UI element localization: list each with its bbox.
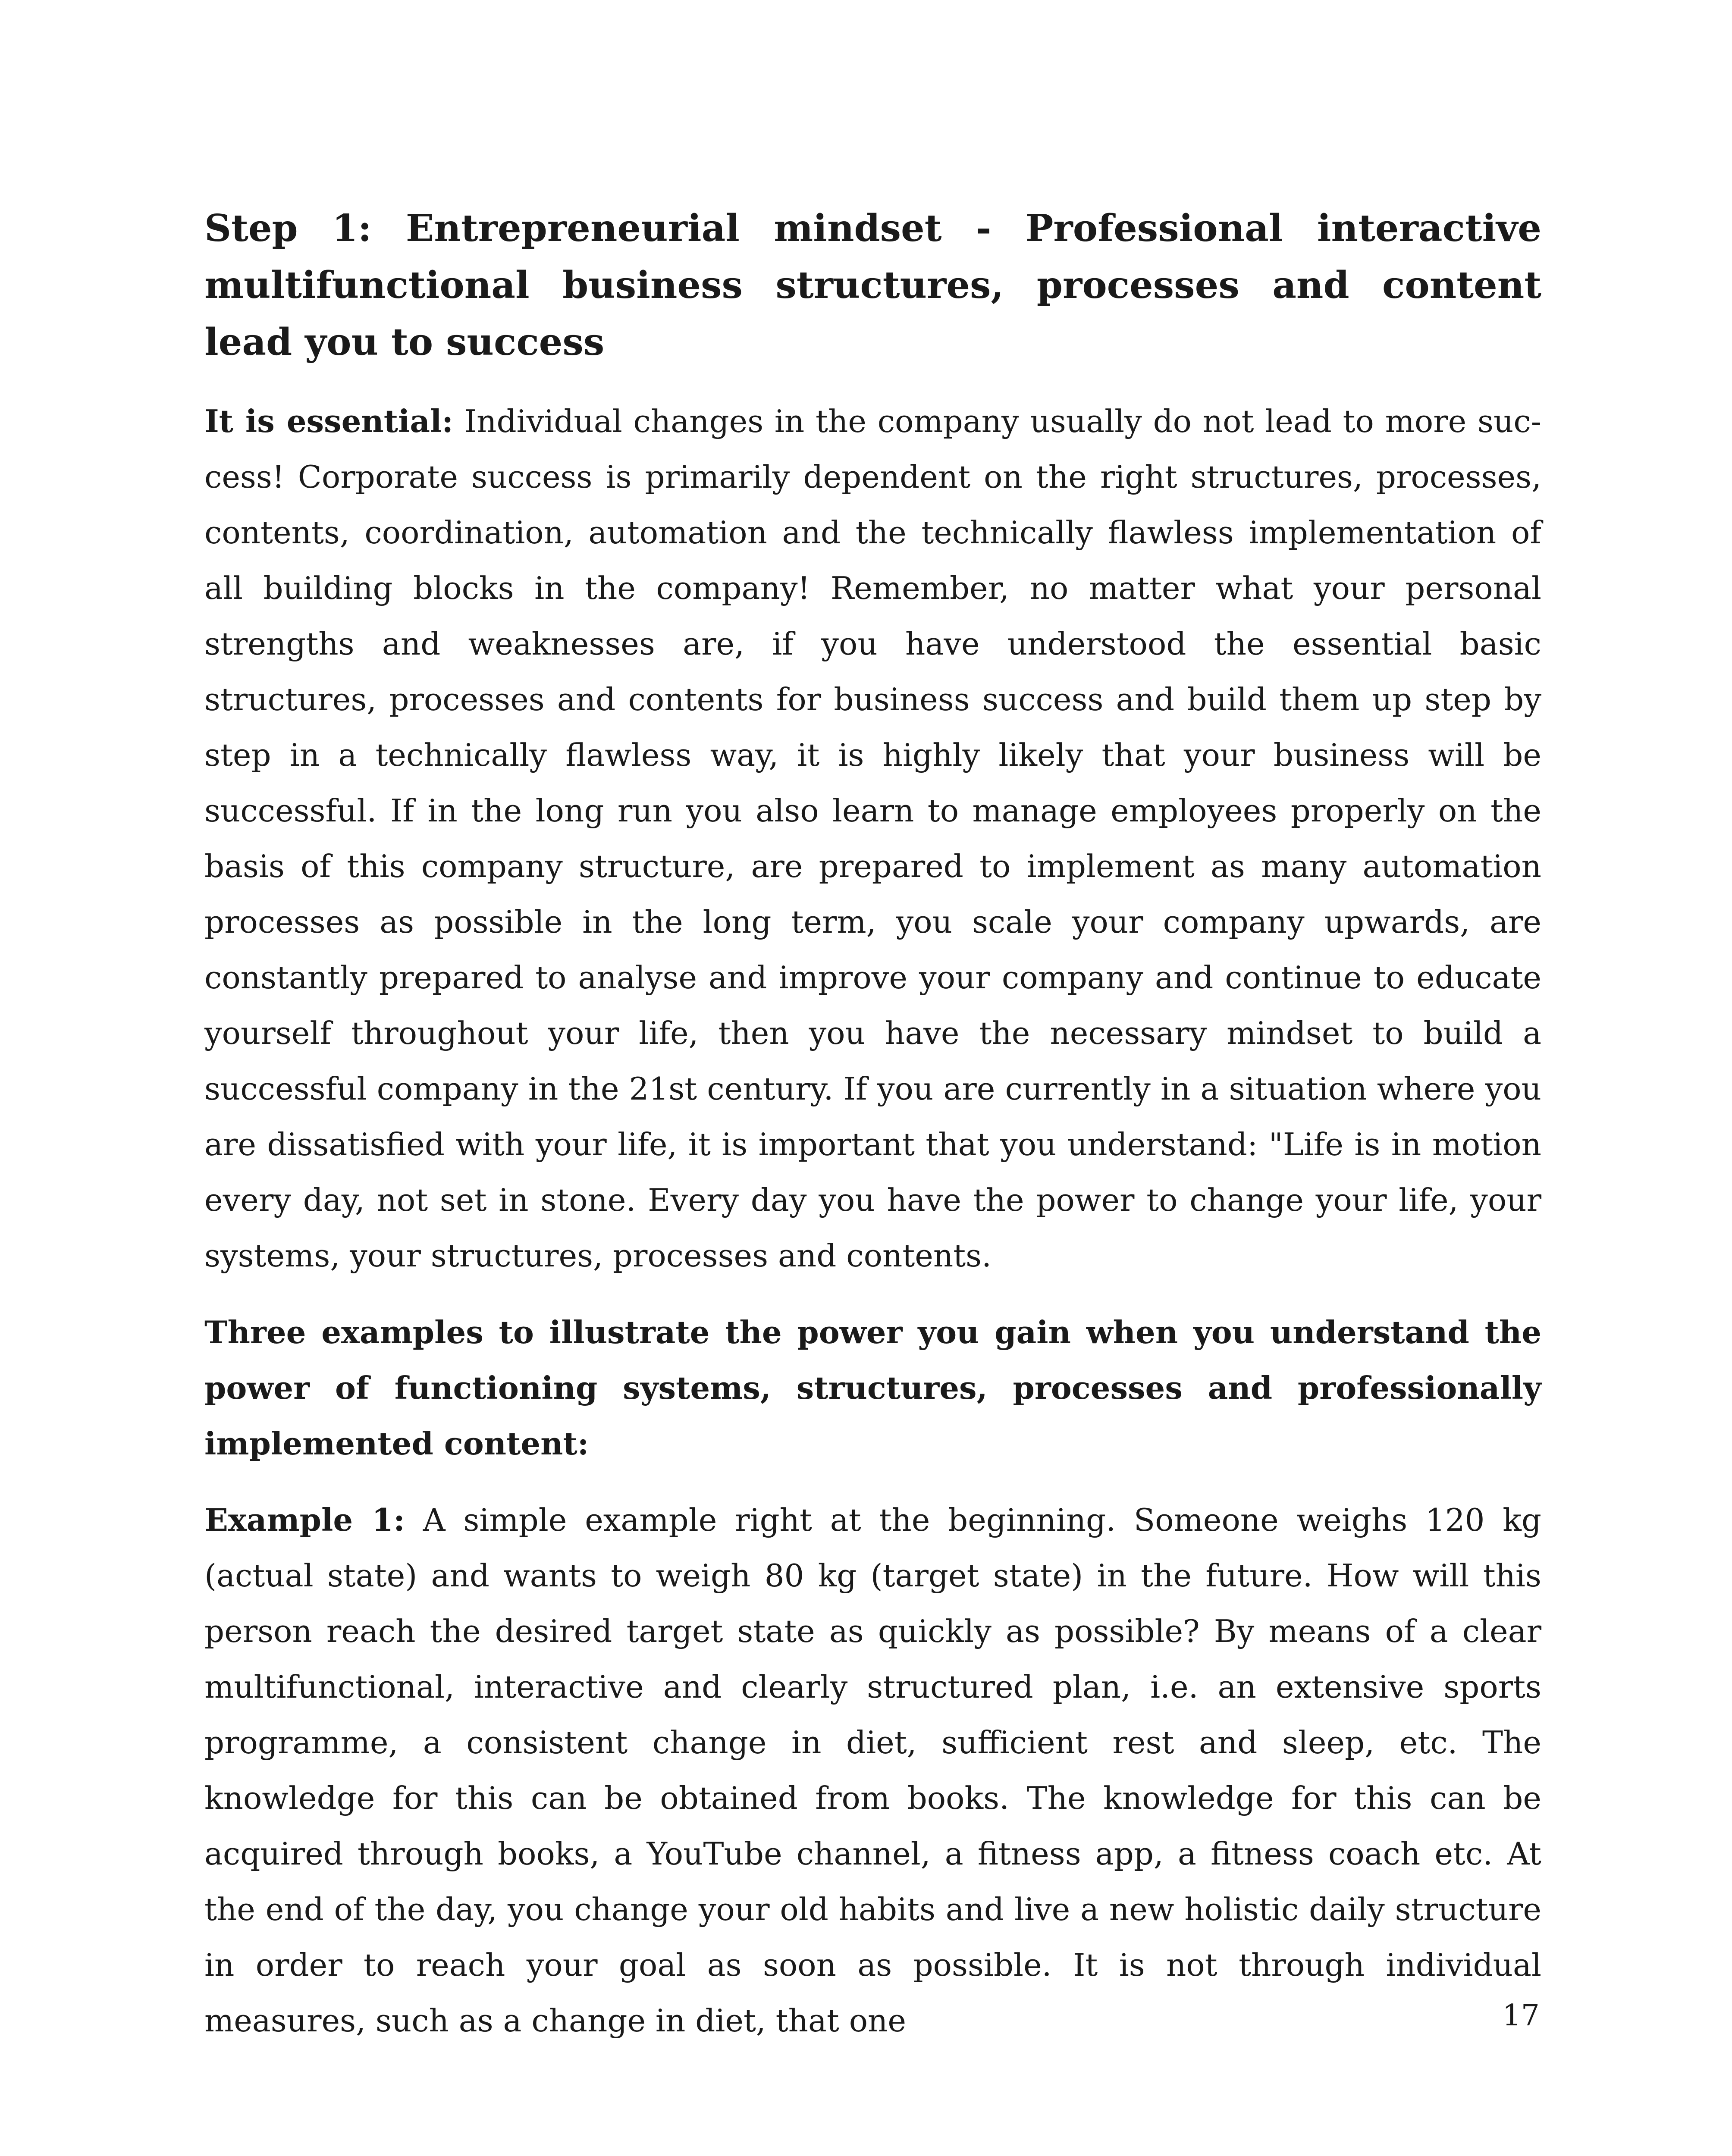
examples-subheading: Three examples to illustrate the power you gain when you understand the power of functioning systems, structures, processes and professionally implemented content: — [204, 1314, 1541, 1462]
paragraph-example-1 — [204, 1492, 1541, 2049]
paragraph-essential — [204, 393, 1541, 1284]
example-lead-label: Example 1: — [204, 1501, 405, 1538]
page-number: 17 — [1502, 1999, 1540, 2033]
example-body: A simple example right at the beginning. Someone weighs 120 kg (actual state) and wants to weigh 80 kg (target state) in the future. How will this person reach the desired target state as quickly as possible? By means of a clear multifunctional, interactive and clearly structured plan, i.e. an extensive sports programme, a consistent change in diet, sufficient rest and sleep, etc. The knowledge for this can be obtained from books. The knowledge for this can be acquired through books, a YouTube channel, a fitness app, a fitness coach etc. At the end of the day, you change your old habits and live a new holistic daily structure in order to reach your goal as soon as possible. It is not through individual measures, such as a change in diet, that one — [204, 1502, 1541, 2039]
page-content — [204, 200, 1541, 2069]
paragraph-lead-label: It is essential: — [204, 403, 453, 439]
section-heading: Step 1: Entrepreneurial mindset - Professional interactive multifunctional business structures, processes and content lead you to success — [204, 207, 1541, 364]
paragraph-body: Individual changes in the company usually do not lead to more success! Corporate success is primarily dependent on the right structures, processes, contents, coordination, automation and the technically flawless implementation of all building blocks in the company! Remember, no matter what your personal strengths and weaknesses are, if you have understood the essential basic structures, processes and contents for business success and build them up step by step in a technically flawless way, it is highly likely that your business will be successful. If in the long run you also learn to manage employees properly on the basis of this company structure, are prepared to implement as many automation processes as possible in the long term, you scale your company upwards, are constantly prepared to analyse and improve your company and continue to educate yourself throughout your life, then you have the necessary mindset to build a successful company in the 21st century. If you are currently in a situation where you are dissatisfied with your life, it is important that you understand: "Life is in motion every day, not set in stone. Every day you have the power to change your life, your systems, your structures, processes and contents. — [204, 403, 1542, 1274]
